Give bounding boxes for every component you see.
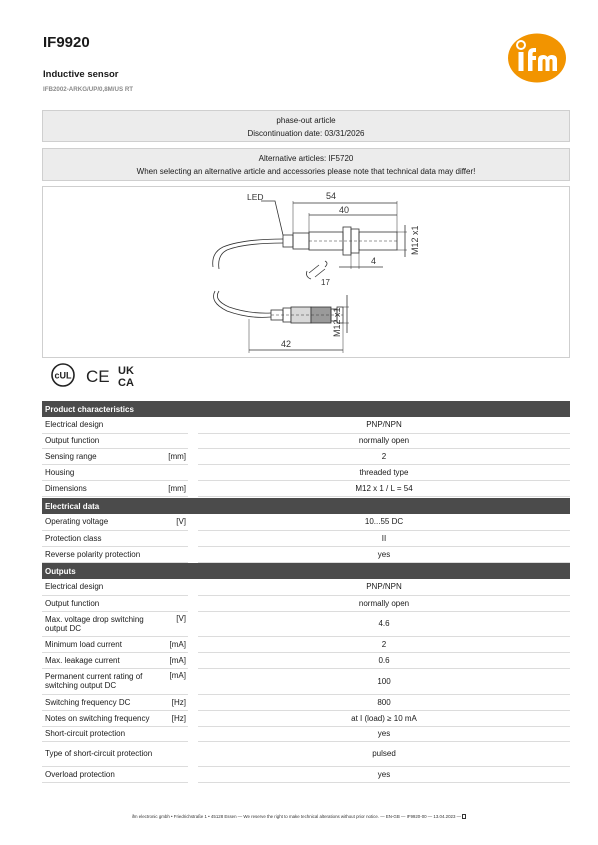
spec-label: Switching frequency DC [42, 694, 164, 710]
spec-label: Output function [42, 433, 164, 448]
spec-value: yes [198, 766, 570, 782]
ukca-mark-bottom: CA [118, 377, 134, 388]
dim-42: 42 [281, 339, 292, 349]
spec-unit: [mA] [164, 668, 188, 694]
ukca-mark-top: UK [118, 365, 134, 377]
spec-value: normally open [198, 433, 570, 448]
spec-value: at I (load) ≥ 10 mA [198, 710, 570, 726]
product-characteristics-table [42, 401, 570, 497]
product-code: IFB2002-ARKG/UP/0,8M/US RT [43, 86, 134, 93]
spec-unit [164, 595, 188, 611]
spec-value: M12 x 1 / L = 54 [198, 480, 570, 496]
spec-unit [164, 530, 188, 546]
spec-value: normally open [198, 595, 570, 611]
spec-value: 2 [198, 636, 570, 652]
spec-unit: [Hz] [164, 694, 188, 710]
page-footer [0, 814, 598, 819]
spec-label: Reverse polarity protection [42, 546, 164, 562]
spec-value: 2 [198, 448, 570, 464]
spec-label: Permanent current rating of switching output DC [42, 668, 164, 694]
product-subtitle: Inductive sensor [43, 69, 119, 80]
section-title: Electrical data [42, 498, 570, 514]
spec-unit [164, 766, 188, 782]
footer-text: ifm electronic gmbh • Friedrichstraße 1 • 45128 Essen — We reserve the right to make technical alterations without prior notice. — EN-GB — IF9920-00 — 13.04.2023 — [131, 814, 462, 819]
electrical-data-table [42, 498, 570, 563]
spec-label: Notes on switching frequency [42, 710, 164, 726]
spec-label: Output function [42, 595, 164, 611]
spec-value: 100 [198, 668, 570, 694]
dimension-drawing [42, 186, 570, 358]
spec-value: PNP/NPN [198, 417, 570, 433]
spec-unit: [mA] [164, 652, 188, 668]
spec-label: Protection class [42, 530, 164, 546]
spec-label: Overload protection [42, 766, 164, 782]
spec-value: II [198, 530, 570, 546]
spec-label: Max. leakage current [42, 652, 164, 668]
dim-54: 54 [326, 191, 337, 201]
thread-dim-2: M12 x1 [332, 307, 342, 337]
spec-label: Sensing range [42, 448, 164, 464]
thread-dim-1: M12 x1 [410, 225, 420, 255]
phase-out-label: phase-out article [276, 116, 336, 125]
spec-value: 0.6 [198, 652, 570, 668]
outputs-table [42, 563, 570, 783]
section-title: Outputs [42, 563, 570, 579]
phase-out-notice [42, 110, 570, 142]
spec-value: PNP/NPN [198, 579, 570, 595]
spec-label: Minimum load current [42, 636, 164, 652]
svg-text:cUL: cUL [54, 370, 72, 381]
ce-mark-icon: CE [86, 367, 110, 386]
spec-unit [164, 741, 188, 766]
spec-label: Max. voltage drop switching output DC [42, 611, 164, 636]
section-title: Product characteristics [42, 401, 570, 417]
alternative-note: When selecting an alternative article and accessories please note that technical data may differ! [136, 167, 476, 176]
spec-value: yes [198, 546, 570, 562]
spec-label: Electrical design [42, 579, 164, 595]
spec-label: Housing [42, 464, 164, 480]
wrench-size: 17 [321, 278, 330, 287]
ifm-logo [507, 33, 567, 83]
spec-unit: [mA] [164, 636, 188, 652]
spec-label: Dimensions [42, 480, 164, 496]
spec-value: 10...55 DC [198, 514, 570, 530]
spec-unit [164, 433, 188, 448]
spec-value: 4.6 [198, 611, 570, 636]
spec-unit [164, 464, 188, 480]
dim-4: 4 [371, 256, 377, 266]
spec-value: pulsed [198, 741, 570, 766]
spec-unit [164, 546, 188, 562]
certification-marks [48, 362, 148, 388]
product-title: IF9920 [43, 34, 90, 51]
spec-label: Operating voltage [42, 514, 164, 530]
alternative-articles: Alternative articles: IF5720 [258, 154, 354, 163]
cul-us-icon [52, 364, 74, 386]
spec-value: 800 [198, 694, 570, 710]
dim-40: 40 [339, 205, 350, 215]
spec-unit: [V] [164, 514, 188, 530]
spec-label: Electrical design [42, 417, 164, 433]
spec-unit: [V] [164, 611, 188, 636]
spec-unit: [mm] [164, 480, 188, 496]
spec-value: threaded type [198, 464, 570, 480]
alternative-notice [42, 148, 570, 181]
spec-unit: [mm] [164, 448, 188, 464]
spec-value: yes [198, 726, 570, 741]
spec-unit: [Hz] [164, 710, 188, 726]
spec-unit [164, 417, 188, 433]
led-label: LED [247, 192, 264, 202]
discontinuation-date: Discontinuation date: 03/31/2026 [247, 129, 365, 138]
spec-unit [164, 726, 188, 741]
footer-page-marker [462, 814, 466, 819]
spec-label: Type of short-circuit protection [42, 741, 164, 766]
spec-unit [164, 579, 188, 595]
spec-label: Short-circuit protection [42, 726, 164, 741]
